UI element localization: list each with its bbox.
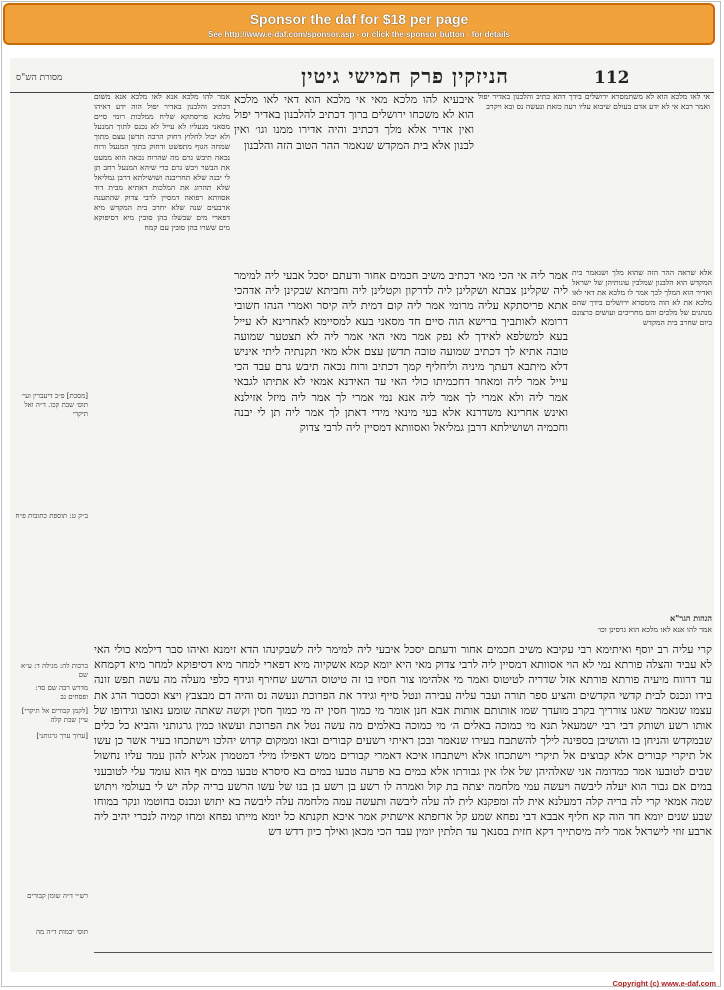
rashi-paragraph: אי לאו מלכא הוא לא משתמסרא ירושלים בידך דהא כתיב והלבנון באדיר יפול ואמר רבא אי לא ידע אדם בעולם שיבוא עליו רעה כזאת ונעשה נס ובא ויקרב [478, 92, 710, 112]
footer-divider [94, 952, 712, 953]
margin-note: [ערוך ערך גרגותני] [36, 732, 88, 740]
gemara-text-top [234, 92, 474, 268]
margin-note: [מסכת] פ״ב דיעברין ועי׳ תוס׳ שבת קכו. ד״ה ואל תיקרי [21, 392, 88, 418]
gemara-paragraph: איבעיא להו מלכא מאי אי מלכא הוא דאי לאו מלכא הוא לא משכחו ירושלים ברוך דכתיב להלבנון באדיר יפול ואין אדיר אלא מלך דכתיב והיה אדירו ממנו וגו׳ ואין לבנון אלא בית המקדש שנאמר ההר הטוב הזה והלבנון [234, 93, 474, 152]
margin-note: [לקמן קבורים אל תיקרי] עיין שבת קלה [21, 707, 88, 724]
copyright-notice: Copyright (c) www.e-daf.com [612, 979, 716, 988]
margin-note: ברכות לה: מגילה ד: ע״א שם [21, 662, 88, 679]
talmud-page [10, 58, 714, 972]
gemara-text-middle [234, 268, 568, 642]
sponsor-title[interactable]: Sponsor the daf for $18 per page [249, 11, 469, 27]
gemara-text-full [94, 642, 712, 952]
tosafot-paragraph: אמר להו מלכא אנא לאו מלכא אנא משום דכתיב והלבנון באדיר יפול הוה ידע דאיהו מלכא פריסתקא שליח ממלכות רומי סיים מסאני מנעליו לא עייל לא נכנס לתוך המנעל ולא יכול לחלוץ דחוק הרבה תדשן עצם מתוך שמחה הגוף מתפשט ודחוק בתוך המנעל ורוח נכאה תיבש גרם מה שהרוח נכאה הוא ממעט את הבשר ויבש גרם כדי שיהא המנעל רחב תן לי יבנה שלא תחריבנה ושושילתא דרבן גמליאל שלא תהרוג את המלכות דאתיא מבית דוד אסוותא רפואה דמסיין לרבי צדוק שהתענה ארבעים שנה שלא יחרב בית המקדש מיא דפארי מים שבשלו בהן סובין מיא דסיפוקא מים ששרו בהן סובין עם קמח [94, 92, 230, 233]
page-header [10, 62, 714, 93]
margin-note: תוס׳ יבמות ד״ה מה [36, 928, 88, 936]
tractate-label: מסורת הש"ס [16, 73, 63, 83]
margin-references [10, 92, 88, 972]
margin-note: ב״ק ט: תוספת כתובות פ״ח [15, 512, 88, 520]
margin-note: מדרש רבה שם סד: ופסחים נב [35, 684, 88, 701]
chapter-title: הניזקין פרק חמישי גיטין [301, 64, 509, 88]
margin-note: רש״י ד״ה שומן קבורים [27, 892, 88, 900]
rashi-commentary-lower [572, 268, 712, 588]
rashi-paragraph-lower: אלא שראה ההר הזה שהוא מלך ושנאמר בית המקדש הוא הלבנון שמלבין עונותיהן של ישראל ואדיר הוא המלך לכך אמר לו מלכא את דאי לאו מלכא את לא הוה מימסרא ירושלים בידך שהם מנהגים של מלכים והם מחריבים ועושים כרצונם ביום שחרב בית המקדש [572, 268, 712, 328]
hagahot-title: הגהות הגר"א [669, 613, 712, 623]
gemara-paragraph-middle: אמר ליה אי הכי מאי דכתיב משיב חכמים אחור ודעתם יסכל אבעי ליה למימר ליה שקלינן צבתא ושקלינן ליה לדרקון וקטלינן ליה וחביתא שבקינן ליה אדהכי אתא פריסתקא עליה מרומי אמר ליה קום דמית ליה קיסר ואמרי הנהו חשובי דרומא לאותביך ברישא הוה סיים חד מסאני בעא למסיימא לאחרינא לא עייל בעא למשלפא לאידך לא נפק אמר מאי האי אמר ליה לא תצטער שמועה טובה אתיא לך דכתיב שמועה טובה תדשן עצם אלא מאי תקנתיה ליתי איניש דלא מיתבא דעתך מיניה וליחליף קמך דכתיב ורוח נכאה תיבש גרם עבד הכי עייל אמר ליה ומאחר דחכמיתו כולי האי עד האידנא אמאי לא אתיתו לגבאי אמר ליה ולא אמרי לך אמר ליה אנא נמי אמרי לך אמר ליה מיזל אזילנא ואינש אחרינא משדרנא אלא בעי מינאי מידי דאתן לך אמר ליה תן לי יבנה וחכמיה ושושילתא דרבן גמליאל ואסוותא דמסיין ליה לרבי צדוק [234, 269, 568, 435]
folio-number: 112 [594, 68, 630, 88]
gemara-paragraph-full: קרי עליה רב יוסף ואיתימא רבי עקיבא משיב חכמים אחור ודעתם יסכל איבעי ליה למימר ליה לשבקינהו הדא זימנא ואיהו סבר דילמא כולי האי לא עביד והצלה פורתא נמי לא הוי אסוותא דמסיין ליה לרבי צדוק מאי היא יומא קמא אשקיוה מיא דפארי למחר מיא דסיפוקא למחר מיא דקמחא עד דרווח מיעיה פורתא פורתא אזל שדריה לטיטוס ואמר מי אלהימו צור חסיו בו זה טיטוס הרשע שחירף וגידף כלפי מעלה מה עשה תפש זונה בידו ונכנס לבית קדשי הקדשים והציע ספר תורה ועבר עליה עבירה ונטל סייף וגידר את הפרוכת ונעשה נס והיה דם מבצבץ ויצא וכסבור הרג את עצמו שנאמר שאגו צורריך בקרב מועדך שמו אותותם אותות אבא חנן אומר מי כמוך חסין יה מי כמוך חסין וקשה שאתה שומע נאוצו וגידופו של אותו רשע ושותק דבי רבי ישמעאל תנא מי כמוכה באלים ה׳ מי כמוכה באלמים מה עשה נטל את הפרוכת ועשאו כמין גרגותני והביא כל כלים שבמקדש והניחן בו והושיבן בספינה לילך להשתבח בעירו שנאמר ובכן ראיתי רשעים קבורים ובאו וממקום קדוש יהלכו וישתכחו בעיר אשר כן עשו אל תיקרי קבורים אלא קבוצים אל תיקרי וישתכחו אלא וישתבחו איכא דאמרי קבורים ממש דאפילו מילי דמטמרן אגליא להון עמד עליו נחשול שבים לטובעו אמר כמדומה אני שאלהיהן של אלו אין גבורתו אלא במים בא פרעה טבעו במים בא סיסרא טבעו במים אף הוא עומד עלי לטובעני במים אם גבור הוא יעלה ליבשה ויעשה עמי מלחמה יצתה בת קול ואמרה לו רשע בן רשע בן בנו של עשו הרשע בריה קלה יש לי בעולמי ויתוש שמה אמאי קרי לה בריה קלה דמעלנא אית לה ומפקנא לית לה עלה ליבשה ותעשה עמה מלחמה עלה ליבשה בא יתוש ונכנס בחוטמו ונקר במוחו שבע שנים יומא חד הוה קא חליף אבבא דבי נפחא שמע קל ארזפתא אישתיק אמר איכא תקנתא כל יומא מייתו נפחא ומחו קמיה לנכרי יהיב ליה ארבע זוזי לישראל אמר ליה מיסתייך דקא חזית בסנאך עד תלתין יומין עבד הכי מכאן ואילך כיון דדש דש [94, 643, 712, 839]
sponsor-subtitle-link[interactable]: See http://www.e-daf.com/sponsor.asp - or click the sponsor button - for details [208, 30, 510, 39]
tosafot-commentary [94, 92, 230, 642]
hagahot-text: אמר להו אנא לאו מלכא הוא גרסינן וכו׳ [597, 625, 712, 634]
rashi-commentary [478, 92, 710, 268]
sponsor-banner-button[interactable] [3, 3, 715, 45]
